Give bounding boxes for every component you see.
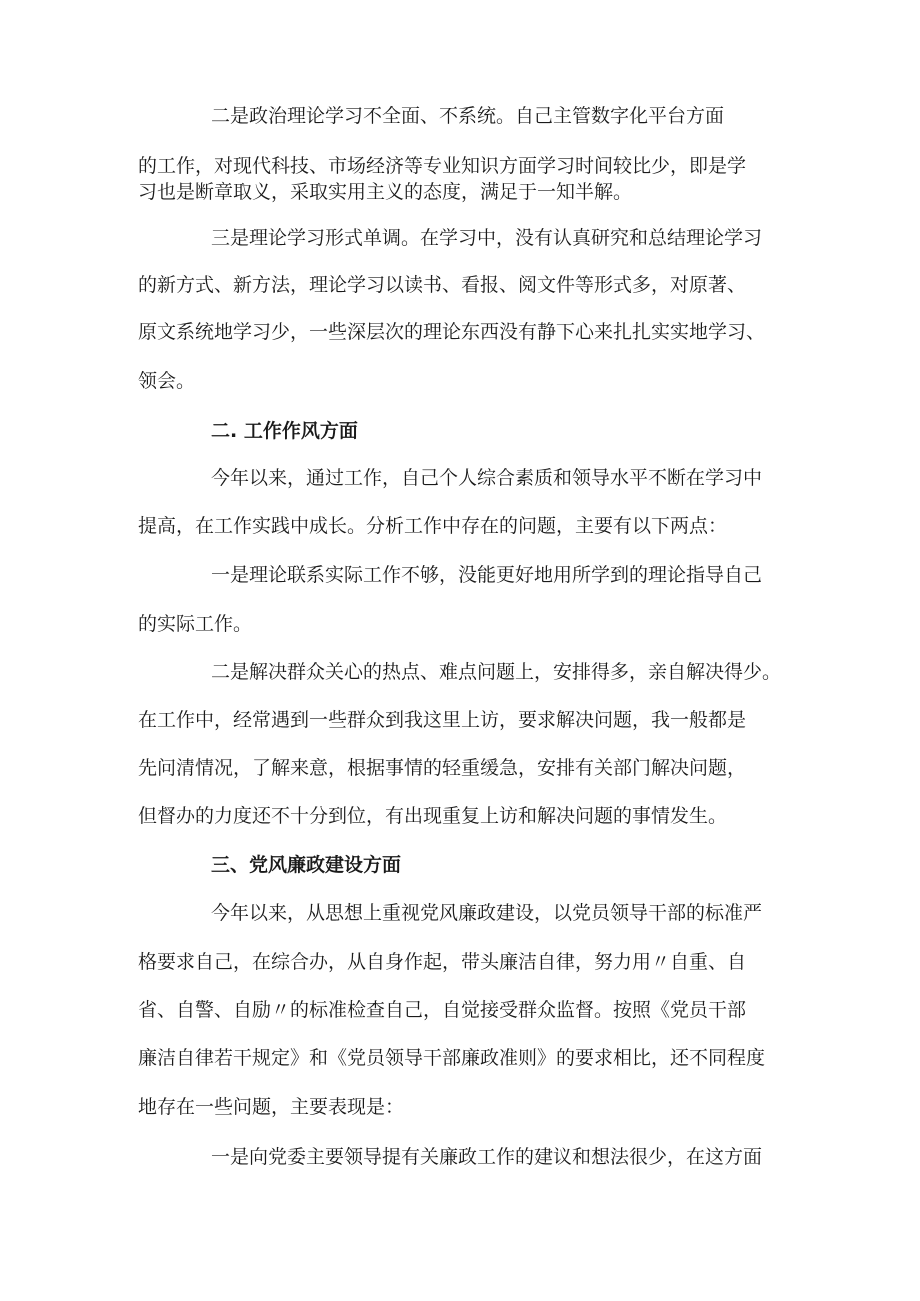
section-heading-clean-governance: 三、党风廉政建设方面: [211, 854, 402, 876]
paragraph-line: 廉洁自律若干规定》和《党员领导干部廉政准则》的要求相比，还不同程度: [138, 1047, 766, 1069]
paragraph-line: 提高，在工作实践中成长。分析工作中存在的问题，主要有以下两点：: [138, 515, 728, 537]
paragraph-line: 的新方式、新方法，理论学习以读书、看报、阅文件等形式多，对原著、: [138, 274, 747, 296]
paragraph-line: 三是理论学习形式单调。在学习中，没有认真研究和总结理论学习: [211, 227, 763, 249]
paragraph-line: 原文系统地学习少，一些深层次的理论东西没有静下心来扎扎实实地学习、: [138, 321, 766, 343]
paragraph-line: 习也是断章取义，采取实用主义的态度，满足于一知半解。: [138, 181, 633, 203]
paragraph-line: 格要求自己，在综合办，从自身作起，带头廉洁自律，努力用〃自重、自: [138, 951, 747, 973]
paragraph-line: 在工作中，经常遇到一些群众到我这里上访，要求解决问题，我一般都是: [138, 709, 747, 731]
paragraph-line: 二是政治理论学习不全面、不系统。自己主管数字化平台方面: [211, 105, 725, 127]
paragraph-line: 今年以来，从思想上重视党风廉政建设，以党员领导干部的标准严: [211, 902, 763, 924]
paragraph-line: 的工作，对现代科技、市场经济等专业知识方面学习时间较比少，即是学: [138, 155, 747, 177]
paragraph-line: 先问清情况，了解来意，根据事情的轻重缓急，安排有关部门解决问题，: [138, 757, 747, 779]
section-heading-work-style: 二. 工作作风方面: [211, 420, 358, 442]
paragraph-line: 但督办的力度还不十分到位，有出现重复上访和解决问题的事情发生。: [138, 805, 728, 827]
paragraph-line: 省、自警、自励〃的标准检查自己，自觉接受群众监督。按照《党员干部: [138, 999, 747, 1021]
paragraph-line: 领会。: [138, 370, 196, 392]
paragraph-line: 的实际工作。: [138, 613, 253, 635]
paragraph-line: 地存在一些问题，主要表现是：: [138, 1096, 405, 1118]
paragraph-line: 今年以来，通过工作，自己个人综合素质和领导水平不断在学习中: [211, 467, 763, 489]
paragraph-line: 一是向党委主要领导提有关廉政工作的建议和想法很少，在这方面: [211, 1146, 763, 1168]
paragraph-line: 一是理论联系实际工作不够，没能更好地用所学到的理论指导自己: [211, 564, 763, 586]
paragraph-line: 二是解决群众关心的热点、难点问题上，安排得多，亲自解决得少。: [211, 661, 782, 683]
